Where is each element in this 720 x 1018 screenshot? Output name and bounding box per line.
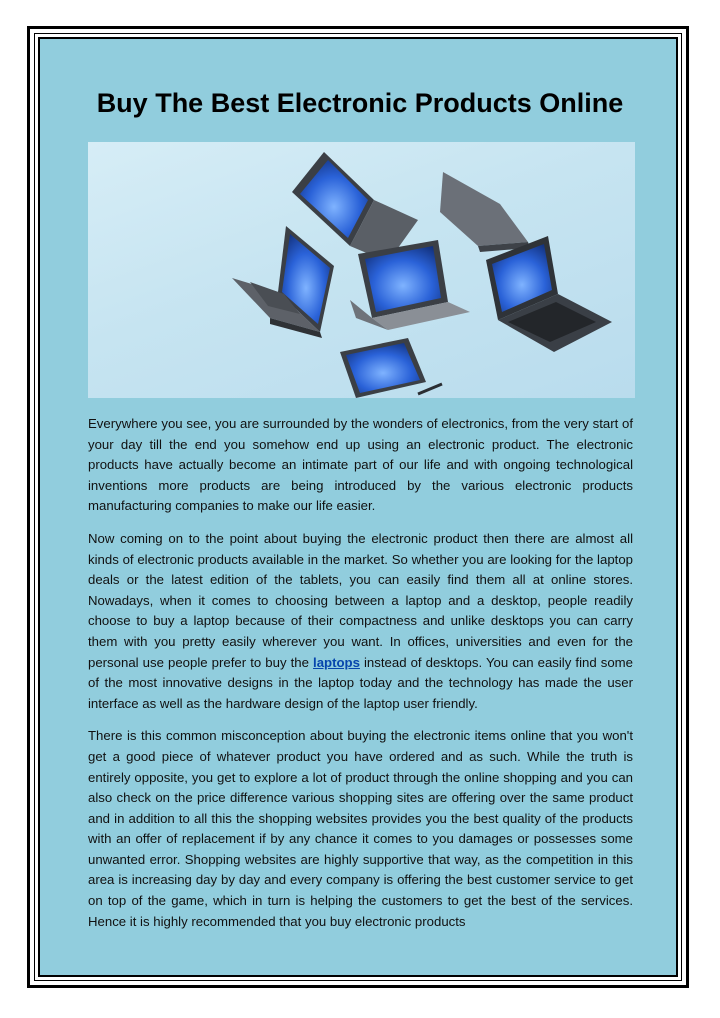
paragraph: [88, 529, 633, 714]
page-title: Buy The Best Electronic Products Online: [96, 88, 624, 118]
article-body: [88, 414, 633, 944]
paragraph: There is this common misconception about buying the electronic items online that you won't get a good piece of whatever product you have ordered and as such. While the truth is entirely opposite, you get to explore a lot of product through the online shopping and you can also check on the price difference various shopping sites are offering over the same product and in addition to all this the shopping websites provides you the best quality of the products with an offer of replacement if by any chance it comes to you damages or possesses some unwanted error. Shopping websites are highly supportive that way, as the competition in this area is increasing day by day and every company is offering the best customer service to get on top of the game, which in turn is helping the customers to get the best of the services. Hence it is highly recommended that you buy electronic products: [88, 728, 633, 929]
paragraph: Everywhere you see, you are surrounded by the wonders of electronics, from the very start of your day till the end you somehow end up using an electronic product. The electronic products have actually become an intimate part of our life and with ongoing technological inventions more products are being introduced by the various electronic products manufacturing companies to make our life easier.: [88, 416, 633, 514]
laptop-tent: [292, 152, 418, 262]
laptops-photo-icon: [88, 142, 635, 398]
tablet-bottom: [340, 338, 442, 398]
paragraph-text: Now coming on to the point about buying the electronic product then there are almost all kinds of electronic products available in the market. So whether you are looking for the laptop deals or the latest edition of the tablets, you can easily find them all at online stores. Nowadays, when it comes to choosing between a laptop and a desktop, people readily choose to buy a laptop because of their compactness and unlike desktops you can carry them with you pretty easily wherever you want. In offices, universities and even for the personal use people prefer to buy the: [88, 530, 633, 670]
laptop-right: [486, 236, 612, 352]
laptop-closed: [440, 172, 530, 252]
laptop-left: [232, 226, 334, 338]
laptop-center: [350, 240, 470, 330]
paragraph-text: instead of desktops. You can easily find some of the most innovative designs in the laptop today and the technology has made the user interface as well as the hardware design of the laptop user friendly.: [88, 654, 633, 711]
laptops-link[interactable]: laptops: [313, 654, 360, 670]
